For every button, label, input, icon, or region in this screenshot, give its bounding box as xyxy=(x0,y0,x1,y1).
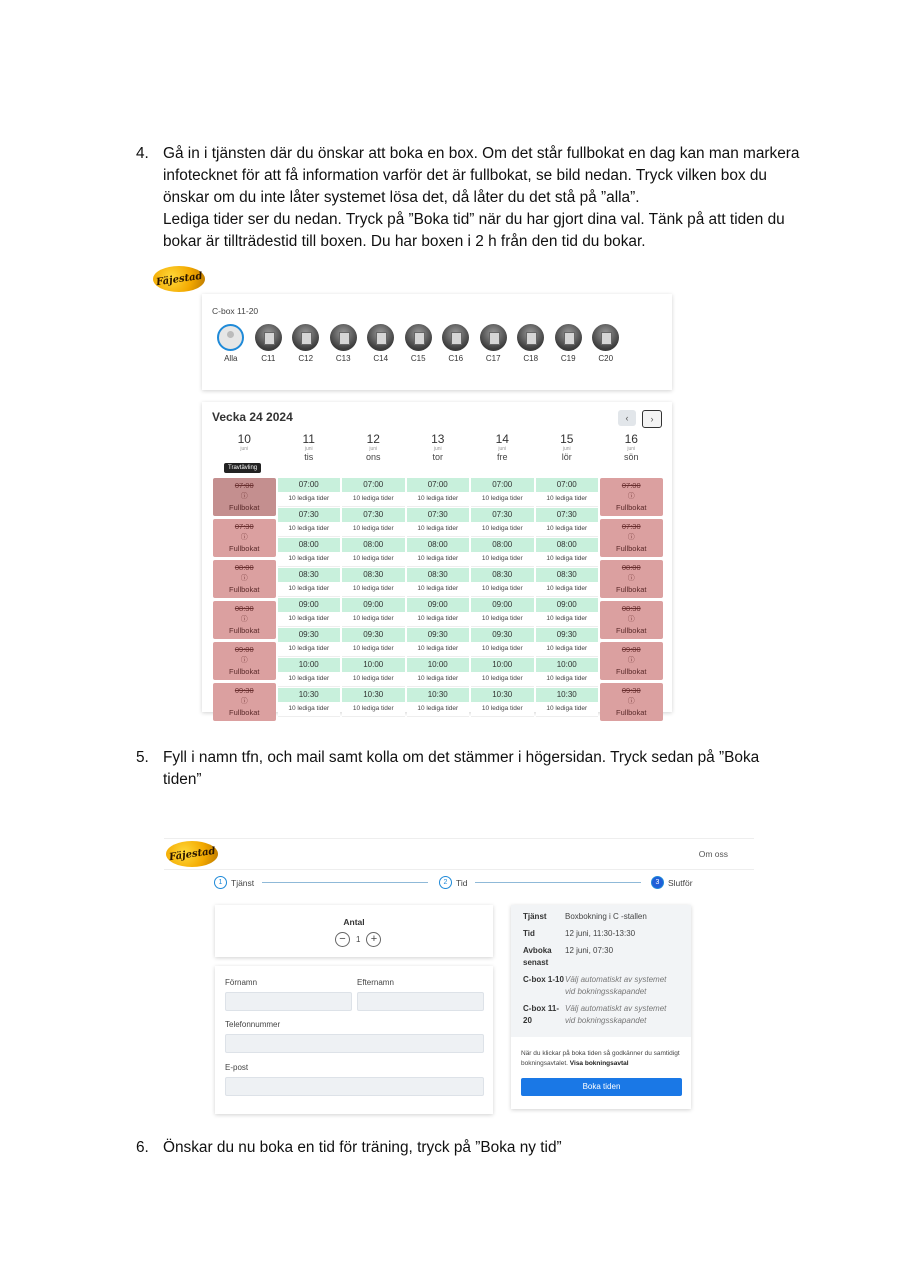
available-slot[interactable] xyxy=(342,598,405,628)
slot-time: 10:30 xyxy=(471,688,534,702)
step-4 xyxy=(136,143,816,253)
available-slot[interactable] xyxy=(536,598,599,628)
fully-booked-label: Fullbokat xyxy=(229,708,260,717)
quantity-label: Antal xyxy=(343,917,365,927)
available-slot[interactable] xyxy=(342,688,405,718)
day-name: fre xyxy=(496,452,508,462)
day-name xyxy=(212,452,277,462)
time-slot-grid xyxy=(212,478,664,724)
free-count-label: 10 lediga tider xyxy=(342,702,405,717)
day-header xyxy=(212,432,277,462)
box-option-label: C11 xyxy=(261,354,276,363)
box-option[interactable] xyxy=(362,324,400,363)
available-slot[interactable] xyxy=(536,658,599,688)
top-bar xyxy=(164,838,754,870)
fully-booked-slot[interactable] xyxy=(213,601,276,639)
slot-time: 10:30 xyxy=(407,688,470,702)
available-slot[interactable] xyxy=(342,628,405,658)
calendar-screenshot xyxy=(150,262,675,717)
fully-booked-label: Fullbokat xyxy=(616,667,647,676)
step-number: 4. xyxy=(136,145,149,162)
slot-time: 10:30 xyxy=(342,688,405,702)
day-num: 10 xyxy=(237,432,251,446)
about-link[interactable]: Om oss xyxy=(698,849,728,859)
info-icon[interactable]: ⓘ xyxy=(240,493,248,500)
available-slot[interactable] xyxy=(407,508,470,538)
day-header xyxy=(277,432,342,462)
summary-row: Tid 12 juni, 11:30-13:30 xyxy=(523,929,636,938)
day-header xyxy=(341,432,406,462)
fully-booked-slot[interactable] xyxy=(600,519,663,557)
box-option[interactable] xyxy=(512,324,550,363)
available-slot[interactable] xyxy=(407,598,470,628)
day-mon: juni xyxy=(240,446,249,452)
day-num: 14 xyxy=(495,432,509,446)
box-option-label: C16 xyxy=(448,354,464,363)
fully-booked-slot[interactable] xyxy=(600,601,663,639)
slot-time: 08:00 xyxy=(278,538,341,552)
box-option[interactable] xyxy=(212,324,250,363)
free-count-label: 10 lediga tider xyxy=(536,522,599,537)
day-header xyxy=(599,432,664,462)
free-count-label: 10 lediga tider xyxy=(471,552,534,567)
fully-booked-slot[interactable] xyxy=(213,560,276,598)
free-count-label: 10 lediga tider xyxy=(407,492,470,507)
day-num: 15 xyxy=(560,432,574,446)
logo[interactable]: Fäjestad xyxy=(153,266,205,292)
slot-time: 09:00 xyxy=(342,598,405,612)
week-calendar-card xyxy=(202,402,672,717)
box-selector-card xyxy=(202,294,672,390)
slot-column xyxy=(212,478,277,724)
free-count-label: 10 lediga tider xyxy=(471,612,534,627)
summary-row: Avboka senast 12 juni, 07:30 xyxy=(523,946,614,967)
free-count-label: 10 lediga tider xyxy=(278,672,341,687)
available-slot[interactable] xyxy=(407,628,470,658)
slot-time: 07:00 xyxy=(342,478,405,492)
summary-row: C-box 1-10 Välj automatiskt av systemet vid bokningsskapandet xyxy=(523,975,667,996)
step-text: infotecknet för att få information varför det är fullbokat, se bild nedan. Tryck vilken box du xyxy=(163,167,767,184)
fully-booked-slot[interactable] xyxy=(600,642,663,680)
summary-card xyxy=(511,905,691,1109)
available-slot[interactable] xyxy=(342,538,405,568)
day-num: 12 xyxy=(366,432,380,446)
step-text: Lediga tider ser du nedan. Tryck på ”Boka tid” när du har gjort dina val. Tänk på att tiden du xyxy=(163,211,785,228)
day-mon: juni xyxy=(369,446,378,452)
available-slot[interactable] xyxy=(471,508,534,538)
available-slot[interactable] xyxy=(407,688,470,718)
fully-booked-label: Fullbokat xyxy=(616,585,647,594)
box-avatar-list xyxy=(212,324,625,363)
step-text: Fyll i namn tfn, och mail samt kolla om det stämmer i högersidan. Tryck sedan på ”Boka xyxy=(163,749,760,766)
box-option-label: C14 xyxy=(373,354,389,363)
day-name: ons xyxy=(365,452,381,462)
free-count-label: 10 lediga tider xyxy=(407,552,470,567)
fully-booked-label: Fullbokat xyxy=(229,503,260,512)
fully-booked-label: Fullbokat xyxy=(616,503,647,512)
info-icon[interactable]: ⓘ xyxy=(240,698,248,705)
free-count-label: 10 lediga tider xyxy=(342,522,405,537)
step-connector xyxy=(262,882,428,883)
day-header xyxy=(406,432,471,462)
box-photo-icon xyxy=(367,324,394,351)
contact-form-card xyxy=(215,966,493,1114)
free-count-label: 10 lediga tider xyxy=(407,582,470,597)
day-mon: juni xyxy=(627,446,636,452)
slot-time: 10:00 xyxy=(407,658,470,672)
free-count-label: 10 lediga tider xyxy=(407,642,470,657)
available-slot[interactable] xyxy=(471,658,534,688)
step-number: 5. xyxy=(136,749,149,766)
box-photo-icon xyxy=(517,324,544,351)
box-option-label: C15 xyxy=(410,354,426,363)
box-photo-icon xyxy=(405,324,432,351)
slot-column xyxy=(277,478,342,724)
box-option[interactable] xyxy=(437,324,475,363)
slot-time: 08:00 xyxy=(407,538,470,552)
lastname-input[interactable] xyxy=(357,992,484,1011)
slot-time: 08:30 xyxy=(407,568,470,582)
slot-column xyxy=(406,478,471,724)
info-icon[interactable]: ⓘ xyxy=(627,616,635,623)
day-mon: juni xyxy=(498,446,507,452)
free-count-label: 10 lediga tider xyxy=(536,672,599,687)
quantity-stepper xyxy=(329,932,387,947)
available-slot[interactable] xyxy=(536,568,599,598)
fully-booked-label: Fullbokat xyxy=(229,626,260,635)
quantity-card xyxy=(215,905,493,957)
box-option[interactable] xyxy=(287,324,325,363)
box-photo-icon xyxy=(555,324,582,351)
booking-form-screenshot xyxy=(164,838,754,1118)
email-label: E-post xyxy=(225,1063,249,1072)
day-name: lör xyxy=(561,452,572,462)
day-header xyxy=(470,432,535,462)
free-count-label: 10 lediga tider xyxy=(536,702,599,717)
day-mon: juni xyxy=(304,446,313,452)
box-photo-icon xyxy=(292,324,319,351)
available-slot[interactable] xyxy=(536,508,599,538)
email-input[interactable] xyxy=(225,1077,484,1096)
available-slot[interactable] xyxy=(407,568,470,598)
slot-time: 07:30 xyxy=(407,508,470,522)
slot-time: 10:30 xyxy=(278,688,341,702)
box-photo-icon xyxy=(592,324,619,351)
slot-time: 07:00 xyxy=(278,478,341,492)
free-count-label: 10 lediga tider xyxy=(278,582,341,597)
free-count-label: 10 lediga tider xyxy=(342,552,405,567)
slot-time: 07:00 xyxy=(234,481,254,490)
logo[interactable]: Fäjestad xyxy=(166,841,218,867)
free-count-label: 10 lediga tider xyxy=(278,492,341,507)
box-photo-icon xyxy=(330,324,357,351)
available-slot[interactable] xyxy=(407,538,470,568)
free-count-label: 10 lediga tider xyxy=(342,612,405,627)
slot-column xyxy=(535,478,600,724)
available-slot[interactable] xyxy=(471,598,534,628)
slot-time: 09:00 xyxy=(536,598,599,612)
slot-time: 08:30 xyxy=(621,604,641,613)
available-slot[interactable] xyxy=(407,478,470,508)
free-count-label: 10 lediga tider xyxy=(278,522,341,537)
free-count-label: 10 lediga tider xyxy=(407,522,470,537)
day-mon: juni xyxy=(433,446,442,452)
slot-column xyxy=(599,478,664,724)
free-count-label: 10 lediga tider xyxy=(342,582,405,597)
day-num: 16 xyxy=(624,432,638,446)
step-connector xyxy=(475,882,641,883)
free-count-label: 10 lediga tider xyxy=(536,612,599,627)
info-icon[interactable]: ⓘ xyxy=(627,493,635,500)
available-slot[interactable] xyxy=(278,628,341,658)
prev-week-button[interactable]: ‹ xyxy=(618,410,636,426)
free-count-label: 10 lediga tider xyxy=(536,492,599,507)
free-count-label: 10 lediga tider xyxy=(471,582,534,597)
available-slot[interactable] xyxy=(536,478,599,508)
free-count-label: 10 lediga tider xyxy=(342,642,405,657)
fully-booked-label: Fullbokat xyxy=(229,667,260,676)
step-text: Önskar du nu boka en tid för träning, tryck på ”Boka ny tid” xyxy=(163,1139,562,1156)
box-option[interactable] xyxy=(550,324,588,363)
day-name: tor xyxy=(432,452,443,462)
phone-input[interactable] xyxy=(225,1034,484,1053)
slot-time: 07:00 xyxy=(407,478,470,492)
slot-time: 07:00 xyxy=(621,481,641,490)
fully-booked-label: Fullbokat xyxy=(616,708,647,717)
slot-time: 07:00 xyxy=(536,478,599,492)
free-count-label: 10 lediga tider xyxy=(278,552,341,567)
week-title: Vecka 24 2024 xyxy=(212,410,293,424)
slot-time: 09:30 xyxy=(471,628,534,642)
fully-booked-label: Fullbokat xyxy=(229,585,260,594)
slot-time: 09:00 xyxy=(621,645,641,654)
free-count-label: 10 lediga tider xyxy=(278,612,341,627)
box-option-label: Alla xyxy=(224,354,238,363)
info-tooltip: Travtävling xyxy=(224,463,261,473)
plus-button[interactable]: + xyxy=(366,932,381,947)
free-count-label: 10 lediga tider xyxy=(471,702,534,717)
info-icon[interactable]: ⓘ xyxy=(240,575,248,582)
box-option-label: C19 xyxy=(560,354,576,363)
box-option[interactable] xyxy=(587,324,625,363)
slot-time: 08:00 xyxy=(536,538,599,552)
slot-time: 07:00 xyxy=(471,478,534,492)
free-count-label: 10 lediga tider xyxy=(536,552,599,567)
available-slot[interactable] xyxy=(342,478,405,508)
slot-time: 08:30 xyxy=(536,568,599,582)
info-icon[interactable]: ⓘ xyxy=(240,534,248,541)
next-week-button[interactable]: › xyxy=(642,410,662,428)
free-count-label: 10 lediga tider xyxy=(407,672,470,687)
slot-time: 07:30 xyxy=(278,508,341,522)
all-boxes-icon xyxy=(217,324,244,351)
free-count-label: 10 lediga tider xyxy=(536,642,599,657)
free-count-label: 10 lediga tider xyxy=(471,522,534,537)
available-slot[interactable] xyxy=(342,658,405,688)
available-slot[interactable] xyxy=(536,538,599,568)
firstname-input[interactable] xyxy=(225,992,352,1011)
slot-time: 07:30 xyxy=(621,522,641,531)
free-count-label: 10 lediga tider xyxy=(536,582,599,597)
day-header xyxy=(535,432,600,462)
box-option-label: C20 xyxy=(598,354,614,363)
slot-time: 08:30 xyxy=(278,568,341,582)
slot-column xyxy=(470,478,535,724)
slot-time: 07:30 xyxy=(342,508,405,522)
box-option[interactable] xyxy=(250,324,288,363)
slot-time: 08:30 xyxy=(342,568,405,582)
slot-time: 09:00 xyxy=(278,598,341,612)
available-slot[interactable] xyxy=(471,628,534,658)
available-slot[interactable] xyxy=(278,598,341,628)
slot-column xyxy=(341,478,406,724)
available-slot[interactable] xyxy=(278,538,341,568)
free-count-label: 10 lediga tider xyxy=(278,642,341,657)
minus-button[interactable]: − xyxy=(335,932,350,947)
box-option[interactable] xyxy=(475,324,513,363)
terms-note: När du klickar på boka tiden så godkänner du samtidigt bokningsavtalet. Visa bokningsavtal xyxy=(521,1050,680,1067)
box-group-title: C-box 11-20 xyxy=(212,306,259,316)
slot-time: 09:30 xyxy=(407,628,470,642)
slot-time: 08:00 xyxy=(621,563,641,572)
available-slot[interactable] xyxy=(536,628,599,658)
fully-booked-label: Fullbokat xyxy=(229,544,260,553)
slot-time: 09:00 xyxy=(234,645,254,654)
fully-booked-label: Fullbokat xyxy=(616,544,647,553)
free-count-label: 10 lediga tider xyxy=(471,672,534,687)
day-num: 13 xyxy=(431,432,445,446)
box-photo-icon xyxy=(442,324,469,351)
available-slot[interactable] xyxy=(278,478,341,508)
available-slot[interactable] xyxy=(471,568,534,598)
slot-time: 10:00 xyxy=(278,658,341,672)
step-slutfor[interactable]: 3 Slutför xyxy=(651,876,693,889)
slot-time: 08:30 xyxy=(471,568,534,582)
slot-time: 07:30 xyxy=(234,522,254,531)
day-name: sön xyxy=(623,452,639,462)
firstname-label: Förnamn xyxy=(225,978,258,987)
available-slot[interactable] xyxy=(471,688,534,718)
available-slot[interactable] xyxy=(278,508,341,538)
box-option-label: C17 xyxy=(485,354,501,363)
terms-link[interactable]: Visa bokningsavtal xyxy=(569,1060,629,1067)
fully-booked-slot[interactable] xyxy=(213,683,276,721)
lastname-label: Efternamn xyxy=(357,978,394,987)
quantity-value: 1 xyxy=(356,935,361,944)
fully-booked-slot[interactable] xyxy=(213,642,276,680)
free-count-label: 10 lediga tider xyxy=(407,612,470,627)
box-option[interactable] xyxy=(325,324,363,363)
available-slot[interactable] xyxy=(471,478,534,508)
day-num: 11 xyxy=(302,432,315,446)
slot-time: 08:00 xyxy=(471,538,534,552)
available-slot[interactable] xyxy=(536,688,599,718)
slot-time: 10:00 xyxy=(342,658,405,672)
fully-booked-slot[interactable] xyxy=(600,478,663,516)
free-count-label: 10 lediga tider xyxy=(471,642,534,657)
free-count-label: 10 lediga tider xyxy=(407,702,470,717)
free-count-label: 10 lediga tider xyxy=(342,672,405,687)
info-icon[interactable]: ⓘ xyxy=(627,575,635,582)
slot-time: 09:30 xyxy=(234,686,254,695)
box-photo-icon xyxy=(480,324,507,351)
slot-time: 09:30 xyxy=(342,628,405,642)
box-photo-icon xyxy=(255,324,282,351)
day-name: tis xyxy=(304,452,314,462)
day-mon: juni xyxy=(562,446,571,452)
slot-time: 10:30 xyxy=(536,688,599,702)
slot-time: 09:00 xyxy=(407,598,470,612)
free-count-label: 10 lediga tider xyxy=(471,492,534,507)
fully-booked-slot[interactable] xyxy=(600,683,663,721)
slot-time: 07:30 xyxy=(471,508,534,522)
fully-booked-slot[interactable] xyxy=(600,560,663,598)
slot-time: 07:30 xyxy=(536,508,599,522)
info-icon[interactable]: ⓘ xyxy=(240,616,248,623)
slot-time: 08:00 xyxy=(234,563,254,572)
step-5 xyxy=(136,747,816,791)
fully-booked-slot[interactable] xyxy=(213,519,276,557)
fully-booked-slot[interactable] xyxy=(213,478,276,516)
slot-time: 09:30 xyxy=(278,628,341,642)
info-icon[interactable]: ⓘ xyxy=(627,698,635,705)
step-text: Gå in i tjänsten där du önskar att boka en box. Om det står fullbokat en dag kan man markera xyxy=(163,145,800,162)
available-slot[interactable] xyxy=(278,658,341,688)
info-icon[interactable]: ⓘ xyxy=(627,534,635,541)
slot-time: 09:00 xyxy=(471,598,534,612)
slot-time: 09:30 xyxy=(536,628,599,642)
box-option[interactable] xyxy=(400,324,438,363)
fully-booked-label: Fullbokat xyxy=(616,626,647,635)
available-slot[interactable] xyxy=(471,538,534,568)
slot-time: 08:00 xyxy=(342,538,405,552)
step-text: önskar om du inte låter systemet lösa det, då låter du det stå på ”alla”. xyxy=(163,189,640,206)
summary-row: Tjänst Boxbokning i C -stallen xyxy=(523,912,647,921)
free-count-label: 10 lediga tider xyxy=(342,492,405,507)
box-option-label: C13 xyxy=(335,354,351,363)
step-6 xyxy=(136,1137,816,1159)
info-icon[interactable]: ⓘ xyxy=(240,657,248,664)
slot-time: 10:00 xyxy=(536,658,599,672)
available-slot[interactable] xyxy=(407,658,470,688)
available-slot[interactable] xyxy=(342,568,405,598)
info-icon[interactable]: ⓘ xyxy=(627,657,635,664)
boka-tiden-button[interactable]: Boka tiden xyxy=(521,1078,682,1096)
step-number: 6. xyxy=(136,1139,149,1156)
available-slot[interactable] xyxy=(342,508,405,538)
phone-label: Telefonnummer xyxy=(225,1020,281,1029)
step-text: bokar är tillträdestid till boxen. Du har boxen i 2 h från den tid du bokar. xyxy=(163,233,646,250)
step-tid[interactable]: 2 Tid xyxy=(439,876,468,889)
slot-time: 08:30 xyxy=(234,604,254,613)
slot-time: 10:00 xyxy=(471,658,534,672)
summary-row: C-box 11-20 Välj automatiskt av systemet vid bokningsskapandet xyxy=(523,1004,667,1025)
available-slot[interactable] xyxy=(278,688,341,718)
step-tjanst[interactable]: 1 Tjänst xyxy=(214,876,254,889)
slot-time: 09:30 xyxy=(621,686,641,695)
available-slot[interactable] xyxy=(278,568,341,598)
box-option-label: C18 xyxy=(523,354,539,363)
free-count-label: 10 lediga tider xyxy=(278,702,341,717)
step-text: tiden” xyxy=(163,771,202,788)
day-headers xyxy=(212,432,664,462)
box-option-label: C12 xyxy=(298,354,314,363)
